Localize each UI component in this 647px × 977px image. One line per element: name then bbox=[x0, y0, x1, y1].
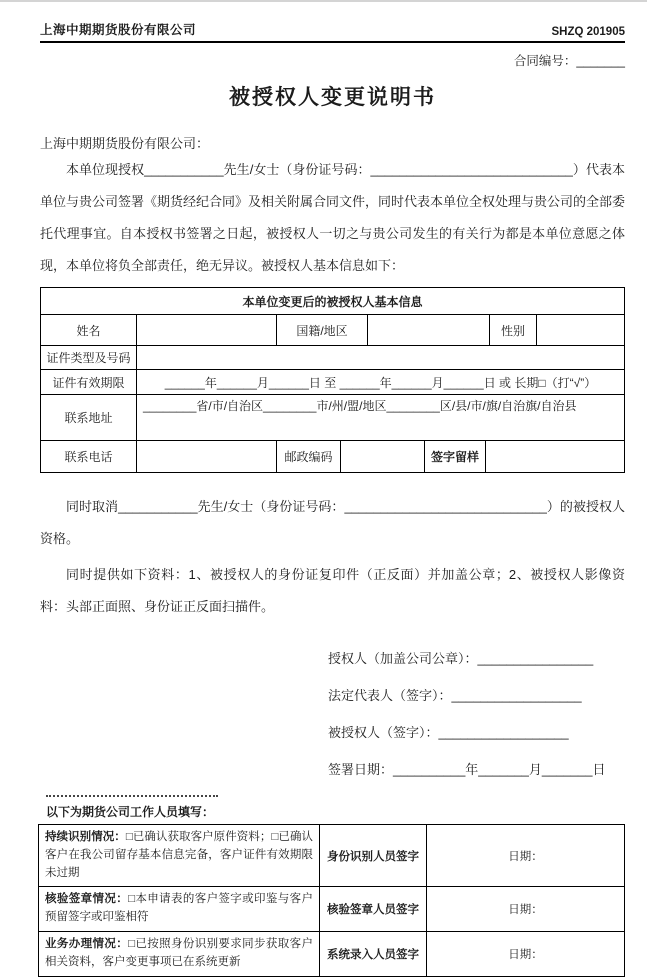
id-type-value-cell bbox=[136, 346, 624, 369]
postcode-value-cell bbox=[340, 441, 424, 472]
id-validity-label: 证件有效期限 bbox=[52, 375, 125, 390]
staff-row-identification bbox=[39, 825, 624, 886]
seal-verification-text: □本申请表的客户签字或印鉴与客户预留签字或印鉴相符 bbox=[45, 893, 313, 924]
business-processing-cell bbox=[39, 932, 319, 976]
sign-date-line: 签署日期：__________年_______月_______日 bbox=[328, 762, 606, 777]
page-title: 被授权人变更说明书 bbox=[229, 86, 436, 109]
paragraph-authorization: 本单位现授权___________先生/女士（身份证号码：____________________________）代表本单位与贵公司签署《期货经纪合同》及相关附属合同文件，同时代表本单位全权处理与贵公司的全部委托代理事宜。自本授权书签署之日起，被授权人一切之与贵公司发生的有关行为都是本单位意愿之体现，本单位将负全部责任，绝无异议。被授权人基本信息如下： bbox=[40, 162, 626, 273]
staff-row-business-processing bbox=[39, 931, 624, 976]
id-validity-value: ______年______月______日 至 ______年______月______日 或 长期□（打“√”） bbox=[136, 370, 624, 394]
company-name: 上海中期期货股份有限公司 bbox=[40, 23, 197, 37]
seal-verification-lead: 核验签章情况： bbox=[45, 893, 129, 906]
address-value: ________省/市/自治区________市/州/盟/地区________区/县/市/旗/自治旗/自治县 bbox=[136, 395, 624, 440]
page-top-edge bbox=[0, 0, 647, 2]
document-page bbox=[0, 20, 647, 977]
name-row bbox=[41, 314, 624, 345]
id-validity-row bbox=[41, 369, 624, 394]
business-processing-date-label: 日期： bbox=[426, 932, 624, 976]
identification-signer-label: 身份识别人员签字 bbox=[319, 825, 426, 886]
staff-row-seal-verification bbox=[39, 886, 624, 931]
identification-status-lead: 持续识别情况： bbox=[45, 831, 126, 843]
id-type-label: 证件类型及号码 bbox=[46, 351, 131, 365]
identification-status-cell bbox=[39, 825, 319, 886]
authorized-person-info-table bbox=[40, 287, 625, 473]
paragraph-cancellation: 同时取消___________先生/女士（身份证号码：____________________________）的被授权人资格。 bbox=[40, 499, 625, 546]
document-header bbox=[40, 20, 625, 43]
phone-label: 联系电话 bbox=[64, 450, 113, 464]
identification-status-text: □已确认获取客户原件资料；□已确认客户在我公司留存基本信息完备，客户证件有效期限未过期 bbox=[45, 831, 314, 879]
form-code: SHZQ 201905 bbox=[551, 26, 625, 38]
nationality-value-cell bbox=[367, 315, 489, 345]
business-processing-lead: 业务办理情况： bbox=[45, 938, 129, 951]
business-processing-signer-label: 系统录入人员签字 bbox=[319, 932, 426, 976]
table-header-cell: 本单位变更后的被授权人基本信息 bbox=[242, 294, 423, 309]
id-type-row bbox=[41, 345, 624, 369]
authorized-person-signature-line: 被授权人（签字）：__________________ bbox=[328, 725, 569, 740]
business-processing-text: □已按照身份识别要求同步获取客户相关资料，客户变更事项已在系统更新 bbox=[45, 938, 313, 968]
contract-number-line bbox=[40, 51, 625, 69]
dotted-separator bbox=[46, 794, 218, 797]
name-label: 姓名 bbox=[76, 323, 101, 338]
staff-table bbox=[38, 824, 625, 977]
seal-verification-cell bbox=[39, 887, 319, 931]
paragraph-materials: 同时提供如下资料：1、被授权人的身份证复印件（正反面）并加盖公章；2、被授权人影像资料：头部正面照、身份证正反面扫描件。 bbox=[40, 567, 625, 614]
seal-verification-date-label: 日期： bbox=[426, 887, 624, 931]
signature-sample-label: 签字留样 bbox=[424, 441, 485, 472]
identification-date-label: 日期： bbox=[426, 825, 624, 886]
salutation: 上海中期期货股份有限公司： bbox=[40, 136, 210, 151]
contract-number-label: 合同编号： bbox=[513, 54, 577, 68]
phone-value-cell bbox=[136, 441, 276, 472]
nationality-label: 国籍/地区 bbox=[276, 315, 367, 345]
staff-section-note: 以下为期货公司工作人员填写： bbox=[46, 805, 215, 819]
authorizer-signature-line: 授权人（加盖公司公章）：________________ bbox=[328, 651, 594, 666]
signature-block bbox=[328, 651, 625, 778]
contract-number-blank: _______ bbox=[576, 54, 625, 68]
address-row bbox=[41, 394, 624, 440]
phone-row bbox=[41, 440, 624, 472]
address-label: 联系地址 bbox=[64, 411, 113, 425]
signature-sample-cell bbox=[485, 441, 624, 472]
gender-value-cell bbox=[536, 315, 624, 345]
legal-representative-signature-line: 法定代表人（签字）：__________________ bbox=[328, 688, 582, 703]
seal-verification-signer-label: 核验签章人员签字 bbox=[319, 887, 426, 931]
name-value-cell bbox=[136, 315, 276, 345]
table-header-row bbox=[41, 288, 624, 314]
postcode-label: 邮政编码 bbox=[276, 441, 340, 472]
gender-label: 性别 bbox=[489, 315, 536, 345]
